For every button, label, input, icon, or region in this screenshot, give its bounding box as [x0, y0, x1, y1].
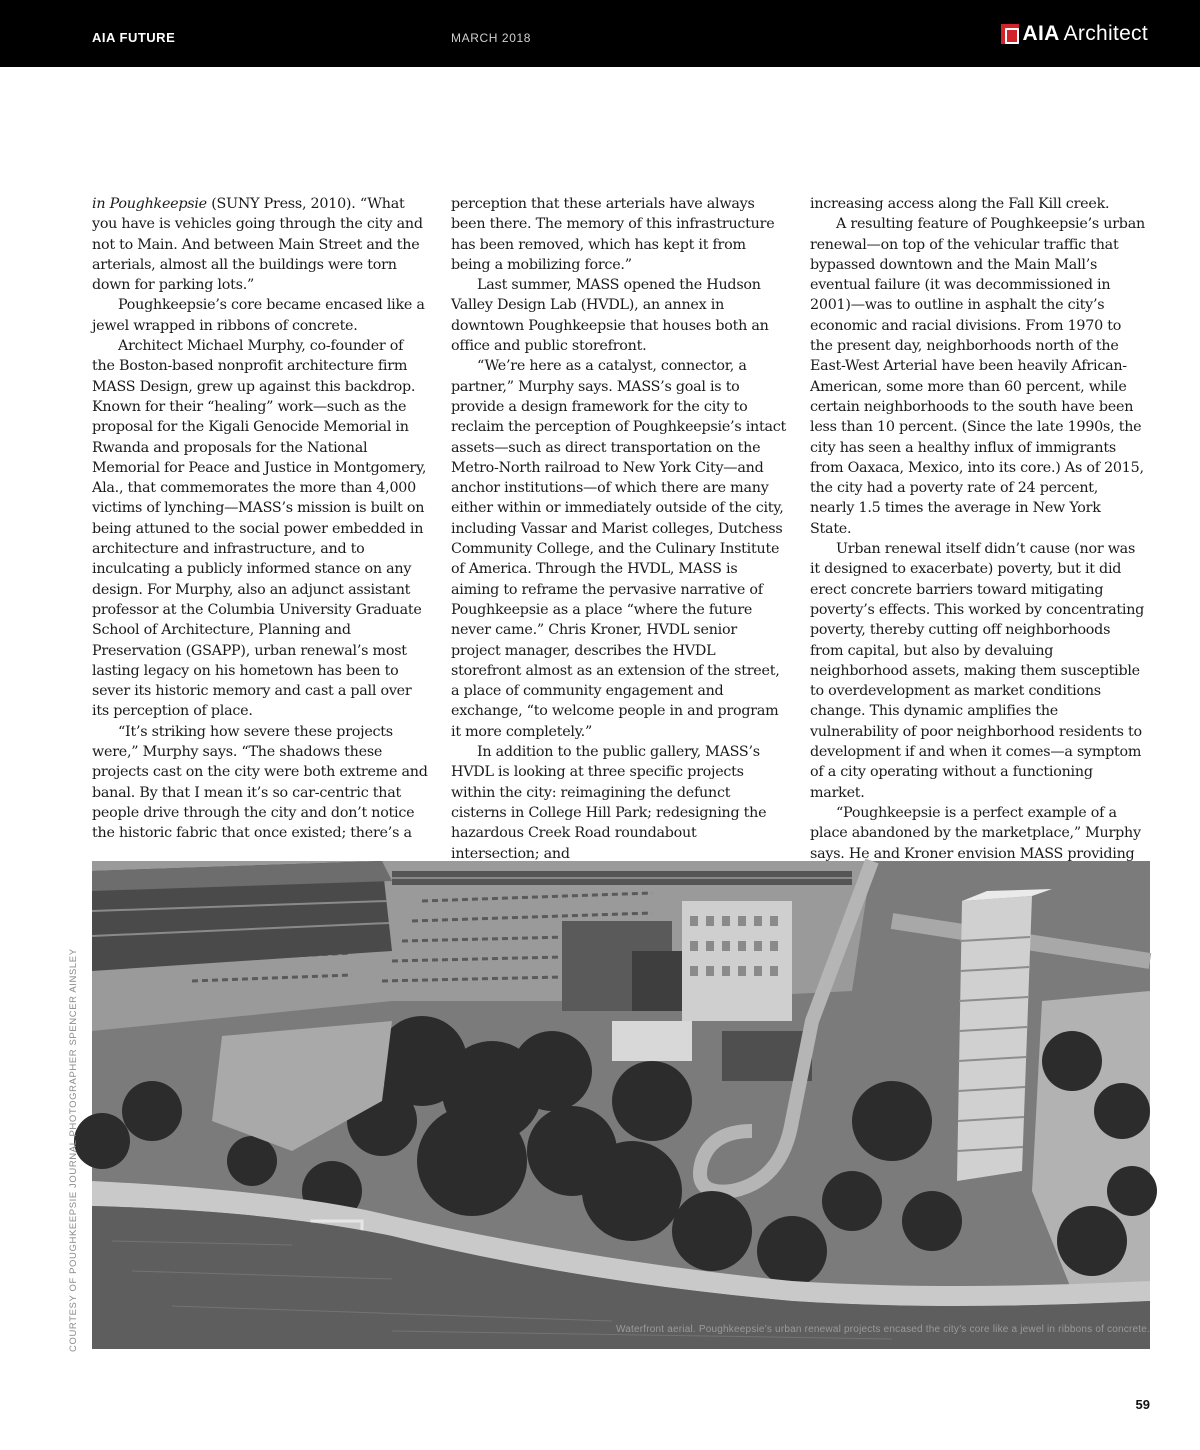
paragraph: perception that these arterials have always been there. The memory of this infrastructure has been removed, which has kept it from being a mobilizing force.”	[451, 196, 775, 273]
issue-date: MARCH 2018	[451, 31, 532, 45]
publication-brand	[1001, 22, 1148, 46]
brand-architect: Architect	[1063, 22, 1148, 45]
waterfront-aerial-photo	[92, 861, 1150, 1349]
paragraph: increasing access along the Fall Kill creek.	[810, 196, 1110, 212]
book-title: in Poughkeepsie	[92, 196, 207, 212]
paragraph: Poughkeepsie’s core became encased like a jewel wrapped in ribbons of concrete.	[92, 297, 425, 334]
aia-logo-icon	[1001, 24, 1019, 44]
paragraph: “Poughkeepsie is a perfect example of a place abandoned by the marketplace,” Murphy says. He and Kroner envision MASS providing	[810, 804, 1141, 862]
page-number: 59	[1135, 1397, 1150, 1412]
paragraph: “It’s striking how severe these projects were,” Murphy says. “The shadows these projects cast on the city were both extreme and banal. By that I mean it’s so car-centric that people drive through the city and don’t notice the historic fabric that once existed; there’s a	[92, 723, 428, 842]
paragraph: A resulting feature of Poughkeepsie’s urban renewal—on top of the vehicular traffic that bypassed downtown and the Main Mall’s eventual failure (it was decommissioned in 2001)—was to outline in asphalt the city’s economic and racial divisions. From 1970 to the present day, neighborhoods north of the East-West Arterial have been heavily African-American, some more than 60 percent, while certain neighborhoods to the south have been less than 10 percent. (Since the late 1990s, the city has seen a healthy influx of immigrants from Oaxaca, Mexico, into its core.) As of 2015, the city had a poverty rate of 24 percent, nearly 1.5 times the average in New York State.	[810, 216, 1145, 537]
paragraph: in Poughkeepsie (SUNY Press, 2010). “What you have is vehicles going through the city and not to Main. And between Main Street and the arterials, almost all the buildings were torn down for parking lots.”	[92, 196, 423, 294]
paragraph: Urban renewal itself didn’t cause (nor was it designed to exacerbate) poverty, but it did erect concrete barriers toward mitigating poverty’s effects. This worked by concentrating poverty, thereby cutting off neighborhoods from capital, but also by devaluing neighborhood assets, making them susceptible to overdevelopment as market conditions change. This dynamic amplifies the vulnerability of poor neighborhood residents to development if and when it comes—a symptom of a city operating without a functioning market.	[810, 541, 1145, 801]
masthead-bar	[0, 0, 1200, 67]
article-body	[92, 194, 1150, 862]
paragraph: In addition to the public gallery, MASS’s HVDL is looking at three specific projects within the city: reimagining the defunct cisterns in College Hill Park; redesigning the hazardous Creek Road roundabout intersection; and	[451, 744, 767, 862]
article-column-2	[451, 194, 787, 862]
paragraph: “We’re here as a catalyst, connector, a partner,” Murphy says. MASS’s goal is to provide a design framework for the city to reclaim the perception of Poughkeepsie’s intact assets—such as direct transportation on the Metro-North railroad to New York City—and anchor institutions—of which there are many either within or immediately outside of the city, including Vassar and Marist colleges, Dutchess Community College, and the Culinary Institute of America. Through the HVDL, MASS is aiming to reframe the pervasive narrative of Poughkeepsie as a place “where the future never came.” Chris Kroner, HVDL senior project manager, describes the HVDL storefront almost as an extension of the street, a place of community engagement and exchange, “to welcome people in and program it more completely.”	[451, 358, 787, 740]
paragraph: Last summer, MASS opened the Hudson Valley Design Lab (HVDL), an annex in downtown Poughkeepsie that houses both an office and public storefront.	[451, 277, 769, 355]
paragraph: Architect Michael Murphy, co-founder of the Boston-based nonprofit architecture firm MASS Design, grew up against this backdrop. Known for their “healing” work—such as the proposal for the Kigali Genocide Memorial in Rwanda and proposals for the National Memorial for Peace and Justice in Montgomery, Ala., that commemorates the more than 4,000 victims of lynching—MASS’s mission is built on being attuned to the social power embedded in architecture and infrastructure, and to inculcating a publicly informed stance on any design. For Murphy, also an adjunct assistant professor at the Columbia University Graduate School of Architecture, Planning and Preservation (GSAPP), urban renewal’s most lasting legacy on his hometown has been to sever its historic memory and cast a pall over its perception of place.	[92, 338, 427, 720]
brand-aia: AIA	[1022, 22, 1060, 45]
section-label: AIA FUTURE	[92, 30, 176, 45]
article-column-1	[92, 194, 428, 854]
article-column-3	[810, 194, 1146, 862]
